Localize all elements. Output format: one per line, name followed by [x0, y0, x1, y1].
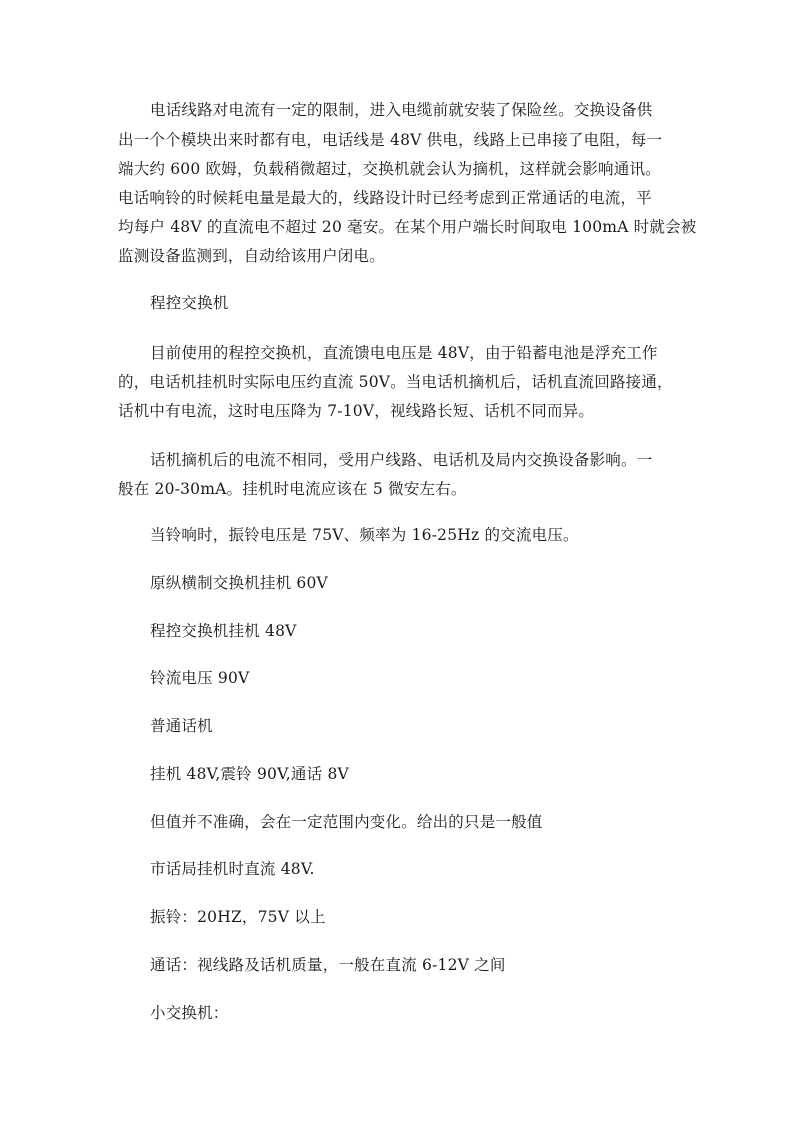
- paragraph-3-line-2: 般在 20-30mA。挂机时电流应该在 5 微安左右。: [118, 480, 467, 498]
- section-heading: 程控交换机: [150, 294, 229, 312]
- ring-current-voltage-text: 铃流电压 90V: [150, 669, 250, 687]
- paragraph-2-line-2: 的，电话机挂机时实际电压约直流 50V。当电话机摘机后，话机直流回路接通，: [118, 373, 673, 391]
- talking-text: 通话：视线路及话机质量，一般在直流 6-12V 之间: [150, 956, 506, 974]
- paragraph-1-line-3: 端大约 600 欧姆，负载稍微超过，交换机就会认为摘机，这样就会影响通讯。: [118, 160, 661, 178]
- paragraph-1-line-4: 电话响铃的时候耗电量是最大的，线路设计时已经考虑到正常通话的电流，平: [118, 189, 652, 207]
- paragraph-1-line-5: 均每户 48V 的直流电不超过 20 毫安。在某个用户端长时间取电 100mA 时就会被: [118, 218, 697, 236]
- onhook-ring-talk-text: 挂机 48V,震铃 90V,通话 8V: [150, 765, 349, 783]
- normal-phone-text: 普通话机: [150, 717, 213, 735]
- paragraph-3-line-1: 话机摘机后的电流不相同，受用户线路、电话机及局内交换设备影响。一: [150, 451, 653, 469]
- inaccurate-note-text: 但值并不准确，会在一定范围内变化。给出的只是一般值: [150, 813, 543, 831]
- paragraph-2-line-1: 目前使用的程控交换机，直流馈电电压是 48V，由于铅蓄电池是浮充工作: [150, 344, 658, 362]
- ringing-text: 振铃：20HZ，75V 以上: [150, 908, 326, 926]
- program-onhook-text: 程控交换机挂机 48V: [150, 622, 297, 640]
- small-switch-text: 小交换机：: [150, 1004, 229, 1022]
- crossbar-onhook-text: 原纵横制交换机挂机 60V: [150, 574, 328, 592]
- paragraph-1-line-6: 监测设备监测到，自动给该用户闭电。: [118, 247, 385, 265]
- paragraph-1-line-1: 电话线路对电流有一定的限制，进入电缆前就安装了保险丝。交换设备供: [150, 101, 653, 119]
- paragraph-1-line-2: 出一个个模块出来时都有电，电话线是 48V 供电，线路上已串接了电阻，每一: [118, 131, 663, 149]
- local-office-onhook-text: 市话局挂机时直流 48V.: [150, 860, 315, 878]
- paragraph-2-line-3: 话机中有电流，这时电压降为 7-10V，视线路长短、话机不同而异。: [118, 402, 595, 420]
- ring-voltage-text: 当铃响时，振铃电压是 75V、频率为 16-25Hz 的交流电压。: [150, 526, 579, 544]
